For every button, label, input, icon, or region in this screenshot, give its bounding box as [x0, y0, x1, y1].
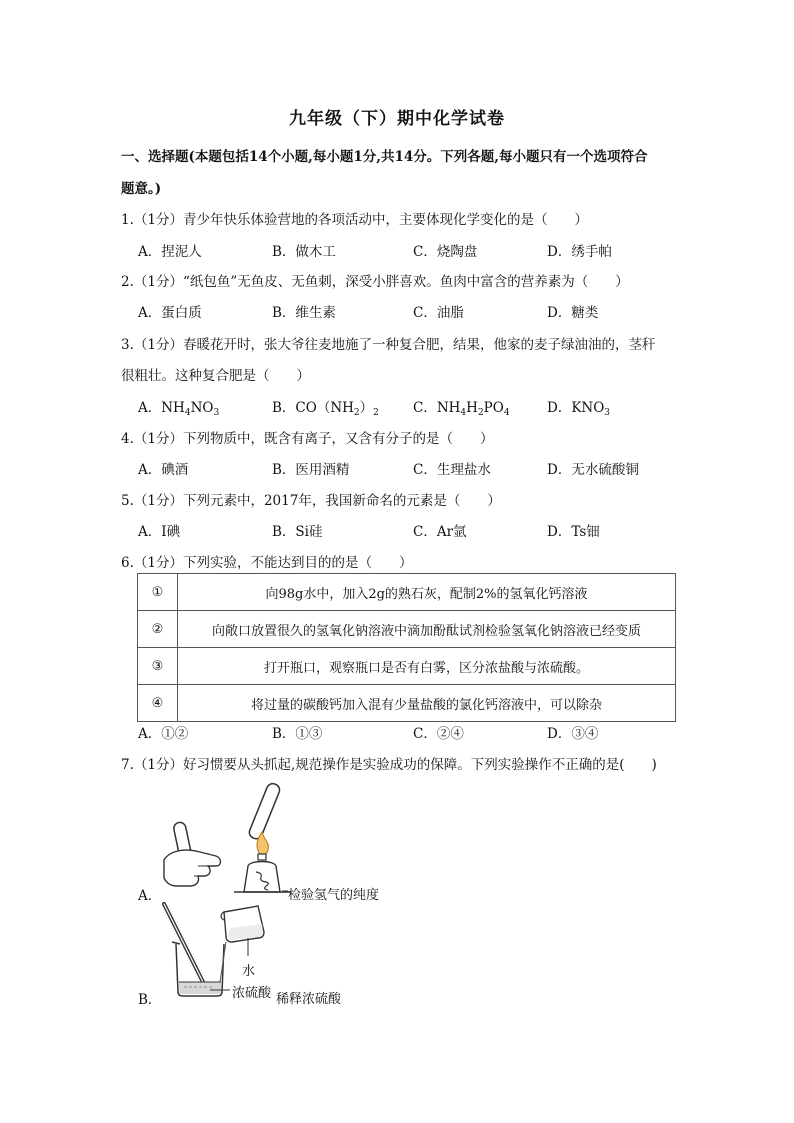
q3-option-a: A．$NH_4NO_3$	[138, 400, 220, 418]
q6-option-a: A．①②	[138, 726, 189, 742]
q2-option-a: A．蛋白质	[138, 305, 202, 321]
q5-option-c: C．Ar氩	[413, 524, 467, 540]
q6-row-text: 将过量的碳酸钙加入混有少量盐酸的氯化钙溶液中，可以除杂	[178, 685, 676, 722]
q1-option-b: B．做木工	[272, 244, 336, 260]
q6-row-text: 向敞口放置很久的氢氧化钠溶液中滴加酚酞试剂检验氢氧化钠溶液已经变质	[178, 611, 676, 648]
q2-stem: 2.（1分）“纸包鱼”无鱼皮、无鱼刺，深受小胖喜欢。鱼肉中富含的营养素为（ ）	[121, 274, 629, 290]
q3-options	[138, 396, 698, 416]
q4-options	[138, 458, 698, 478]
q7-option-a-label: A．	[138, 888, 162, 904]
q6-stem: 6.（1分）下列实验，不能达到目的的是（ ）	[121, 555, 413, 571]
q6-row-number: ②	[138, 611, 178, 648]
q3-option-b: B．$CO(NH_2)_2$	[272, 400, 379, 418]
table-row	[138, 574, 676, 611]
q6-option-b: B．①③	[272, 726, 323, 742]
q6-row-number: ④	[138, 685, 178, 722]
q7-stem: 7.（1分）好习惯要从头抓起,规范操作是实验成功的保障。下列实验操作不正确的是( )	[121, 757, 657, 773]
q2-option-d: D．糖类	[547, 305, 599, 321]
q1-stem: 1.（1分）青少年快乐体验营地的各项活动中，主要体现化学变化的是（ ）	[121, 212, 588, 228]
q4-option-d: D．无水硫酸铜	[547, 462, 639, 478]
q1-option-c: C．烧陶盘	[413, 244, 478, 260]
q4-option-c: C．生理盐水	[413, 462, 491, 478]
q6-row-number: ③	[138, 648, 178, 685]
q1-option-d: D．绣手帕	[547, 244, 612, 260]
q3-stem-line2: 很粗壮。这种复合肥是（ ）	[121, 368, 310, 384]
q7-figure-a	[150, 782, 410, 902]
q7-option-b-caption: 稀释浓硫酸	[276, 992, 342, 1007]
q5-option-a: A．I碘	[138, 524, 181, 540]
q1-options	[138, 240, 698, 260]
q5-stem: 5.（1分）下列元素中，2017年，我国新命名的元素是（ ）	[121, 493, 501, 509]
q4-option-a: A．碘酒	[138, 462, 189, 478]
q6-row-text: 向98g水中，加入2g的熟石灰，配制2%的氢氧化钙溶液	[178, 574, 676, 611]
q3-option-d: D．$KNO_3$	[547, 400, 611, 418]
q5-option-b: B．Si硅	[272, 524, 323, 540]
q7-option-b-water-label: 水	[242, 964, 256, 979]
q5-option-d: D．Ts钿	[547, 524, 600, 540]
q7-option-b-acid-label: 浓硫酸	[232, 986, 272, 1001]
page-title: 九年级（下）期中化学试卷	[289, 109, 505, 129]
q2-option-b: B．维生素	[272, 305, 336, 321]
q6-option-d: D．③④	[547, 726, 599, 742]
q7-figure-b	[150, 902, 370, 1007]
q4-option-b: B．医用酒精	[272, 462, 350, 478]
table-row	[138, 611, 676, 648]
q6-row-number: ①	[138, 574, 178, 611]
table-row	[138, 648, 676, 685]
section-heading-line1: 一、选择题(本题包括14个小题,每小题1分,共14分。下列各题,每小题只有一个选项符合	[121, 149, 648, 165]
q7-option-a-caption: 检验氢气的纯度	[288, 888, 380, 903]
q5-options	[138, 520, 698, 540]
q3-option-c: C．$NH_4H_2PO_4$	[413, 400, 510, 418]
q6-row-text: 打开瓶口，观察瓶口是否有白雾，区分浓盐酸与浓硫酸。	[178, 648, 676, 685]
q3-stem-line1: 3.（1分）春暖花开时，张大爷往麦地施了一种复合肥，结果，他家的麦子绿油油的，茎秆	[121, 337, 656, 353]
q6-options	[138, 722, 698, 742]
q4-stem: 4.（1分）下列物质中，既含有离子，又含有分子的是（ ）	[121, 431, 494, 447]
q6-table	[137, 573, 676, 722]
q1-option-a: A．捏泥人	[138, 244, 202, 260]
q7-option-b-label: B．	[138, 992, 162, 1008]
table-row	[138, 685, 676, 722]
q2-options	[138, 301, 698, 321]
q6-option-c: C．②④	[413, 726, 464, 742]
section-heading-line2: 题意。)	[121, 181, 162, 197]
q2-option-c: C．油脂	[413, 305, 464, 321]
